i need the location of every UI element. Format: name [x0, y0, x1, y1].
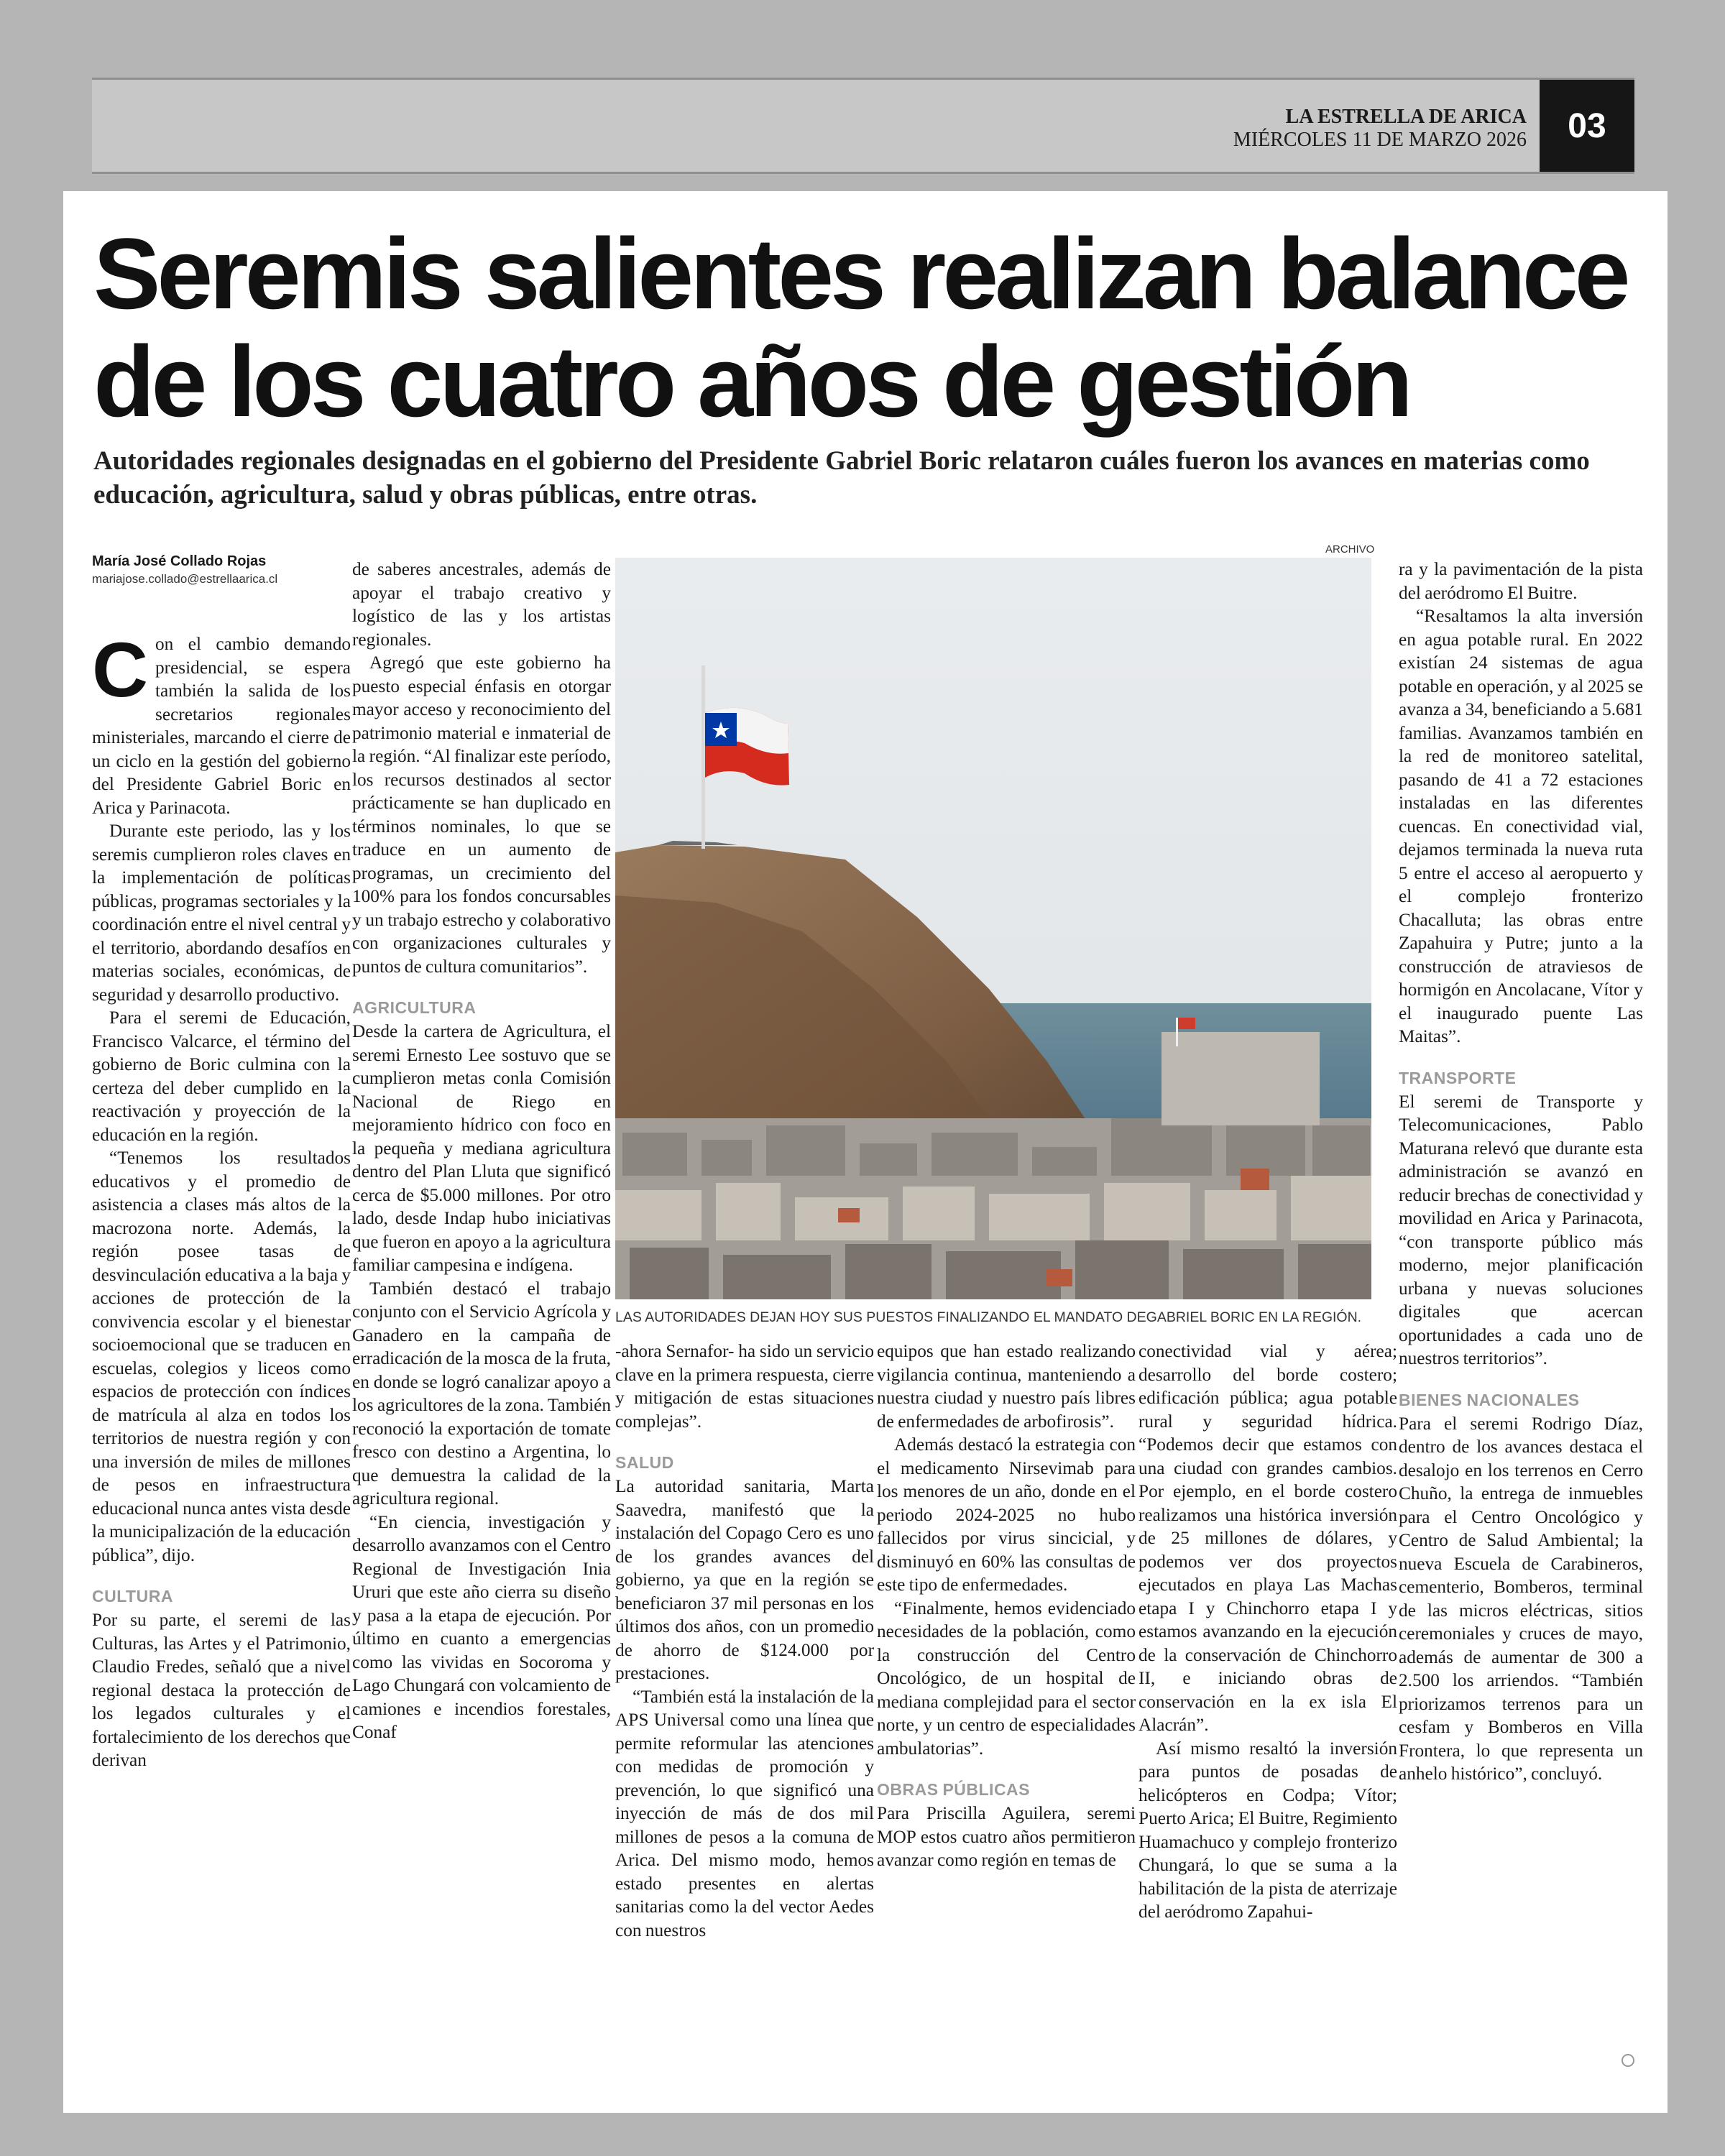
paragraph: Durante este periodo, las y los seremis cumplieron roles claves en la implementación de políticas públicas, programas sectoriales y la coordinación entre el nivel central y el territorio, abordando desafíos en materias sociales, económicas, de seguridad y desarrollo productivo.	[92, 821, 351, 1005]
paragraph: También destacó el trabajo conjunto con el Servicio Agrícola y Ganadero en la campaña de erradicación de la mosca de la fruta, en donde se logró canalizar apoyo a los agricultores de la zona. También reconoció la exportación de tomate fresco con destino a Argentina, lo que demuestra la calidad de la agricultura regional.	[352, 1278, 611, 1508]
paragraph: “También está la instalación de la APS Universal como una línea que permite reformular las atenciones con medidas de promoción y prevención, lo que significó una inyección de más de dos mil millones de pesos a la comuna de Arica. Del mismo modo, hemos estado presentes en alertas sanitarias como la del vector Aedes con nuestros	[615, 1686, 874, 1940]
article-column-1	[92, 626, 351, 1772]
paragraph: Por su parte, el seremi de las Culturas, las Artes y el Patrimonio, Claudio Fredes, señaló que a nivel regional destaca la protección de los legados culturales y el fortalecimiento de los derechos que derivan	[92, 1610, 351, 1770]
issue-date: MIÉRCOLES 11 DE MARZO 2026	[1233, 129, 1527, 151]
headline-line-1: Seremis salientes realizan balance	[93, 217, 1627, 330]
byline	[92, 552, 336, 588]
article-deck: Autoridades regionales designadas en el gobierno del Presidente Gabriel Boric relataron cuáles fueron los avances en materias como educación, agricultura, salud y obras públicas, entre otras.	[93, 446, 1590, 510]
newspaper-page	[63, 191, 1668, 2113]
paragraph: equipos que han estado realizando vigilancia continua, manteniendo a nuestra ciudad y nuestro país libres de enfermedades de arbofirosis”.	[877, 1341, 1136, 1432]
paragraph: Para el seremi Rodrigo Díaz, dentro de los avances destaca el desalojo en los terrenos en Cerro Chuño, la entrega de inmuebles para el Centro Oncológico y Centro de Salud Ambiental; la nueva Escuela de Carabineros, cementerio, Bomberos, terminal de las micros eléctricas, sitios ceremoniales y cruces de mayo, además de aumentar de 300 a 2.500 los arriendos. “También priorizamos terrenos para un cesfam y Bomberos en Villa Frontera, lo que representa un anhelo histórico”, concluyó.	[1399, 1413, 1643, 1784]
paragraph: ra y la pavimentación de la pista del aeródromo El Buitre.	[1399, 559, 1643, 603]
paragraph-intro-text: on el cambio demando presidencial, se espera también la salida de los secretarios regionales ministeriales, marcando el cierre de un ciclo en la gestión del gobierno del Presidente Gabriel Boric en Arica y Parinacota.	[92, 634, 351, 818]
section-label-transporte: TRANSPORTE	[1399, 1068, 1517, 1087]
section-label-cultura: CULTURA	[92, 1587, 173, 1606]
paragraph: La autoridad sanitaria, Marta Saavedra, manifestó que la instalación del Copago Cero es uno de los grandes avances del gobierno, ya que en la región se beneficiaron 37 mil personas en los últimos dos años, con un promedio de ahorro de $124.000 por prestaciones.	[615, 1476, 874, 1683]
article-column-6	[1399, 558, 1643, 1786]
paragraph: Agregó que este gobierno ha puesto especial énfasis en otorgar mayor acceso y reconocimiento del patrimonio material e inmaterial de la región. “Al finalizar este período, los recursos destinados al sector prácticamente se han duplicado en términos nominales, lo que se traduce en un aumento de programas, un crecimiento del 100% para los fondos concursables y un trabajo estrecho y colaborativo con organizaciones culturales y puntos de cultura comunitarios”.	[352, 653, 611, 977]
author-email: mariajose.collado@estrellaarica.cl	[92, 572, 278, 586]
paragraph: “En ciencia, investigación y desarrollo avanzamos con el Centro Regional de Investigación Inia Ururi que este año cierra su diseño y pasa a la etapa de ejecución. Por último en cuanto a emergencias como las vividas en Socoroma y Lago Chungará con volcamiento de camiones e incendios forestales, Conaf	[352, 1511, 611, 1742]
paragraph-intro	[92, 626, 351, 819]
photo-credit: ARCHIVO	[1325, 543, 1375, 556]
masthead-bar	[92, 78, 1634, 174]
article-column-2	[352, 558, 611, 1744]
photo-caption: LAS AUTORIDADES DEJAN HOY SUS PUESTOS FINALIZANDO EL MANDATO DEGABRIEL BORIC EN LA REGIÓN.	[615, 1309, 1362, 1325]
paragraph: de saberes ancestrales, además de apoyar el trabajo creativo y logístico de las y los artistas regionales.	[352, 559, 611, 650]
section-label-obras-publicas: OBRAS PÚBLICAS	[877, 1780, 1031, 1799]
paragraph: “Finalmente, hemos evidenciado necesidades de la población, como la construcción del Centro Oncológico, de un hospital de mediana complejidad para el sector norte, y un centro de especialidades ambulatorias”.	[877, 1598, 1136, 1759]
morro-arica-illustration	[615, 558, 1371, 1299]
paragraph: Además destacó la estrategia con el medicamento Nirsevimab para los menores de un año, donde en el periodo 2024-2025 no hubo fallecidos por virus sincicial, y disminuyó en 60% las consultas de este tipo de enfermedades.	[877, 1434, 1136, 1595]
paragraph: Desde la cartera de Agricultura, el seremi Ernesto Lee sostuvo que se cumplieron metas conla Comisión Nacional de Riego en mejoramiento hídrico con foco en la pequeña y mediana agricultura dentro del Plan Lluta que significó cerca de $5.000 millones. Por otro lado, desde Indap hubo iniciativas que fueron en apoyo a la agricultura familiar campesina e indígena.	[352, 1021, 611, 1275]
article-photo	[615, 558, 1371, 1299]
section-label-agricultura: AGRICULTURA	[352, 998, 477, 1017]
paragraph: Para Priscilla Aguilera, seremi MOP estos cuatro años permitieron avanzar como región en temas de	[877, 1803, 1136, 1870]
drop-cap: C	[92, 626, 148, 713]
paragraph: “Tenemos los resultados educativos y el promedio de asistencia a clases más altos de la macrozona norte. Además, la región posee tasas de desvinculación educativa a la baja y acciones de protección de la convivencia escolar y el bienestar socioemocional que se traducen en escuelas, colegios y liceos como espacios de protección con índices de matrícula al alza en todos los territorios de nuestra región y con una inversión de miles de millones de pesos en infraestructura educacional nunca antes vista desde la municipalización de la educación pública”, dijo.	[92, 1148, 351, 1565]
article-column-3	[615, 1340, 874, 1942]
newspaper-name: LA ESTRELLA DE ARICA	[1285, 106, 1527, 128]
section-label-salud: SALUD	[615, 1453, 674, 1472]
paragraph: El seremi de Transporte y Telecomunicaciones, Pablo Maturana relevó que durante esta administración se avanzó en reducir brechas de conectividad y movilidad en Arica y Parinacota, “con transporte público más moderno, mejor planificación urbana y nuevas soluciones digitales que acercan oportunidades a cada uno de nuestros territorios”.	[1399, 1091, 1643, 1368]
page-number: 03	[1540, 80, 1634, 172]
article-column-5	[1138, 1340, 1397, 1924]
paragraph: Así mismo resaltó la inversión para puntos de posadas de helicópteros en Codpa; Vítor; Puerto Arica; El Buitre, Regimiento Huamachuco y complejo fronterizo Chungará, lo que se suma a la habilitación de la pista de aterrizaje del aeródromo Zapahui-	[1138, 1738, 1397, 1922]
author-name: María José Collado Rojas	[92, 553, 267, 569]
paragraph: Para el seremi de Educación, Francisco Valcarce, el término del gobierno de Boric culmina con la certeza del deber cumplido en la reactivación y proyección de la educación en la región.	[92, 1008, 351, 1145]
paragraph: conectividad vial y aérea; desarrollo del borde costero; edificación pública; agua potable rural y seguridad hídrica. “Podemos decir que estamos con una ciudad con grandes cambios. Por ejemplo, en el borde costero realizamos una histórica inversión de 25 millones de dólares, y podemos ver dos proyectos ejecutados en playa Las Machas etapa I y Chinchorro etapa I y estamos avanzando en la ejecución de la conservación de Chinchorro II, e iniciando obras de conservación en la ex isla El Alacrán”.	[1138, 1341, 1397, 1735]
end-of-article-icon	[1622, 2054, 1634, 2067]
headline	[93, 217, 1639, 438]
paragraph: -ahora Sernafor- ha sido un servicio clave en la primera respuesta, cierre y mitigación de estas situaciones complejas”.	[615, 1341, 874, 1432]
paragraph: “Resaltamos la alta inversión en agua potable rural. En 2022 existían 24 sistemas de agua potable en operación, y al 2025 se avanza a 34, beneficiando a 5.681 familias. Avanzamos también en la red de monitoreo satelital, pasando de 41 a 72 estaciones instaladas en las diferentes cuencas. En conectividad vial, dejamos terminada la nueva ruta 5 entre el acceso al aeropuerto y el complejo fronterizo Chacalluta; las obras entre Zapahuira y Putre; junto a la construcción de atraviesos de hormigón en Ancolacane, Vítor y el inaugurado puente Las Maitas”.	[1399, 606, 1643, 1046]
headline-line-2: de los cuatro años de gestión	[93, 325, 1409, 438]
article-column-4	[877, 1340, 1136, 1872]
section-label-bienes-nacionales: BIENES NACIONALES	[1399, 1390, 1580, 1409]
